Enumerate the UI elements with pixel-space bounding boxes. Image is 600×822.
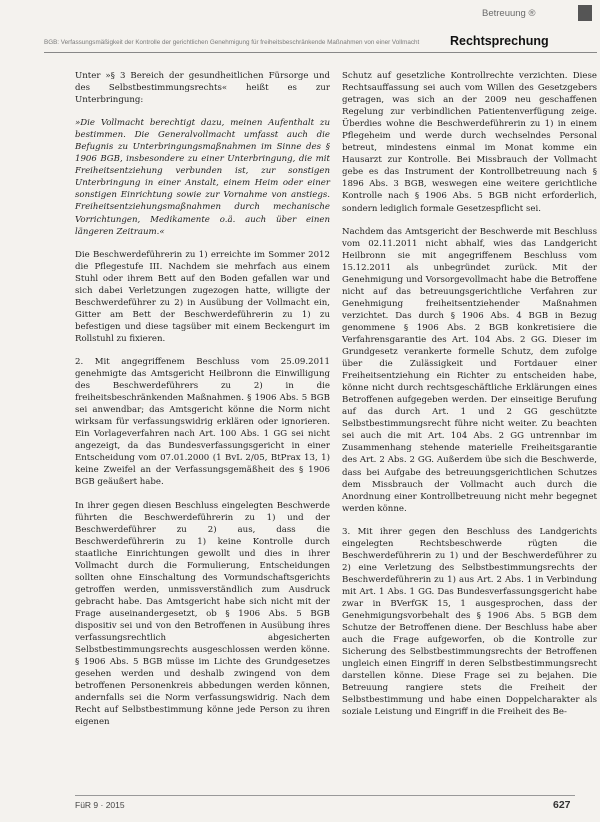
paragraph: Die Beschwerdeführerin zu 1) erreichte im Sommer 2012 die Pflegestufe III. Nachdem sie mehrfach aus einem Stuhl oder ihrem Bett auf den Boden gefallen war und sich dabei Verletzungen zugezogen hatte, willigte der Beschwerdeführer zu 2) in Ausübung der Vollmacht ein, Gitter am Bett der Beschwerdeführerin zu 1) zu befestigen und diese tagsüber mit einem Beckengurt im Rollstuhl zu fixieren. [75, 249, 330, 344]
page-header [0, 0, 600, 60]
journal-citation: FüR 9 · 2015 [75, 800, 125, 810]
paragraph: Schutz auf gesetzliche Kontrollrechte verzichten. Diese Rechtsauffassung sei auch vom Willen des Gesetzgebers getragen, was sich an der 2009 neu geschaffenen Regelung zur verbindlichen Patientenverfügung zeige. Überdies wohne die Beschwerdeführerin zu 1) in einem Pflegeheim und werde durch wechselndes Personal betreut, mindestens einmal im Monat komme ein Hausarzt zur Kontrolle. Bei Missbrauch der Vollmacht gebe es das Instrument der Kontrollbetreuung nach § 1896 Abs. 3 BGB, weswegen eine weitere gerichtliche Kontrolle nach § 1906 Abs. 5 BGB nicht erforderlich, sondern lediglich formale Gesetzespflicht sei. [342, 71, 597, 214]
header-rule [44, 52, 597, 53]
paragraph: »Die Vollmacht berechtigt dazu, meinen Aufenthalt zu bestimmen. Die Generalvollmacht umfasst auch die Befugnis zu Unterbringungsmaßnahmen im Sinne des § 1906 BGB, insbesondere zu einer Unterbringung, die mit Freiheitsentziehung verbunden ist, zur sonstigen Unterbringung in einer Anstalt, einem Heim oder einer sonstigen Einrichtung sowie zur Vornahme von anstiegs. Freiheitsentziehungsmaßnahmen durch mechanische Vorrichtungen, Medikamente o.ä. auch über einen längeren Zeitraum.« [75, 118, 330, 237]
paragraph: 2. Mit angegriffenem Beschluss vom 25.09.2011 genehmigte das Amtsgericht Heilbronn die Einwilligung des Beschwerdeführers zu 2) in die freiheitsbeschränkenden Maßnahmen. § 1906 Abs. 5 BGB sei anwendbar; das Amtsgericht könne die Norm nicht wirksam für verfassungswidrig erklären oder ignorieren. Ein Vorlageverfahren nach Art. 100 Abs. 1 GG sei nicht angezeigt, da das Bundesverfassungsgericht in einer Entscheidung vom 07.01.2000 (1 BvL 2/05, BtPrax 13, 1) keine Zweifel an der Verfassungsgemäßheit des § 1906 BGB geäußert habe. [75, 356, 330, 488]
paragraph: 3. Mit ihrer gegen den Beschluss des Landgerichts eingelegten Rechtsbeschwerde rügten die Beschwerdeführerin zu 1) und der Beschwerdeführer zu 2) eine Verletzung des Selbstbestimmungsrechts der Beschwerdeführerin zu 1) aus Art. 2 Abs. 1 in Verbindung mit Art. 1 Abs. 1 GG. Das Bundesverfassungsgericht habe zwar in BVerfGK 15, 1 ausgesprochen, dass der Genehmigungsvorbehalt des § 1906 Abs. 5 BGB dem Schutze der Betroffenen diene. Der Beschluss habe aber auch die Frage aufgeworfen, ob die Kontrolle zur Sicherung des Selbstbestimmungsrechts der Betroffenen ungleich einen Eingriff in deren Selbstbestimmungsrecht darstellen könne. Diese Frage sei zu bejahen. Die Betreuung rangiere stets die Freiheit der Selbstbestimmung und habe einen Doppelcharakter als soziale Leistung und Eingriff in die Freiheit des Be- [342, 526, 597, 718]
paragraph: In ihrer gegen diesen Beschluss eingelegten Beschwerde führten die Beschwerdeführerin zu 1) und der Beschwerdeführer zu 2) aus, dass die Beschwerdeführerin zu 1) keine Kontrolle durch staatliche Einrichtungen gewollt und dies in ihrer Vollmacht durch die Formulierung, Entscheidungen sollten ohne Einschaltung des Vormundschaftsgerichts getroffen werden, unmissverständlich zum Ausdruck gebracht habe. Das Amtsgericht habe sich nicht mit der Frage auseinandergesetzt, ob § 1906 Abs. 5 BGB dispositiv sei und von den Betroffenen in Ausübung ihres verfassungsrechtlich abgesicherten Selbstbestimmungsrechts ausgeschlossen werden könne. § 1906 Abs. 5 BGB müsse im Lichte des Grundgesetzes gesehen werden und deshalb zwingend von dem betroffenen Personenkreis abbedungen werden können, andernfalls sei die Norm verfassungswidrig. Nach dem Recht auf Selbstbestimmung könne jede Person zu ihren eigenen [75, 500, 330, 728]
brand-marker [578, 5, 592, 21]
left-column [75, 70, 330, 739]
journal-brand: Betreuung ® [482, 8, 536, 19]
page-number: 627 [553, 799, 571, 811]
section-title: Rechtsprechung [450, 34, 549, 48]
running-head: BGB: Verfassungsmäßigkeit der Kontrolle der gerichtlichen Genehmigung für freiheitsbeschränkende Maßnahmen von einer Vollmacht [44, 39, 420, 46]
paragraph: Unter »§ 3 Bereich der gesundheitlichen Fürsorge und des Selbstbestimmungsrechts« heißt es zur Unterbringung: [75, 71, 330, 106]
footer-rule [75, 795, 575, 796]
right-column [342, 70, 597, 729]
paragraph: Nachdem das Amtsgericht der Beschwerde mit Beschluss vom 02.11.2011 nicht abhalf, wies das Landgericht Heilbronn sie mit angegriffenem Beschluss vom 15.12.2011 als unbegründet zurück. Mit der Genehmigung und Vorsorgevollmacht habe die Betroffene nicht auf das betreuungsgerichtliche Verfahren zur Genehmigung freiheitsentziehender Maßnahmen verzichtet. Das durch § 1906 Abs. 4 BGB in Bezug genommene § 1906 Abs. 2 BGB konkretisiere die Verfahrensgarantie des Art. 104 Abs. 2 GG. Dieser im Grundgesetz verankerte formelle Schutz, dem zufolge über die Zulässigkeit und Fortdauer einer Freiheitsentziehung ein Richter zu entscheiden habe, könne nicht durch rechtsgeschäftliche Erklärungen eines Betroffenen aufgegeben werden. Der einseitige Berufung auf das durch Art. 1 und 2 GG geschützte Selbstbestimmungsrecht führe nicht weiter. Zu beachten sei auch die mit Art. 104 Abs. 2 GG untrennbar im Zusammenhang stehende materielle Freiheitsgarantie des Art. 2 Abs. 2 GG. Außerdem übe sich die Beschwerde, dass bei Aufgabe des betreuungsgerichtlichen Schutzes dem Missbrauch der Vollmacht auch durch die Anordnung einer Kontrollbetreuung nicht mehr begegnet werden könne. [342, 226, 597, 514]
